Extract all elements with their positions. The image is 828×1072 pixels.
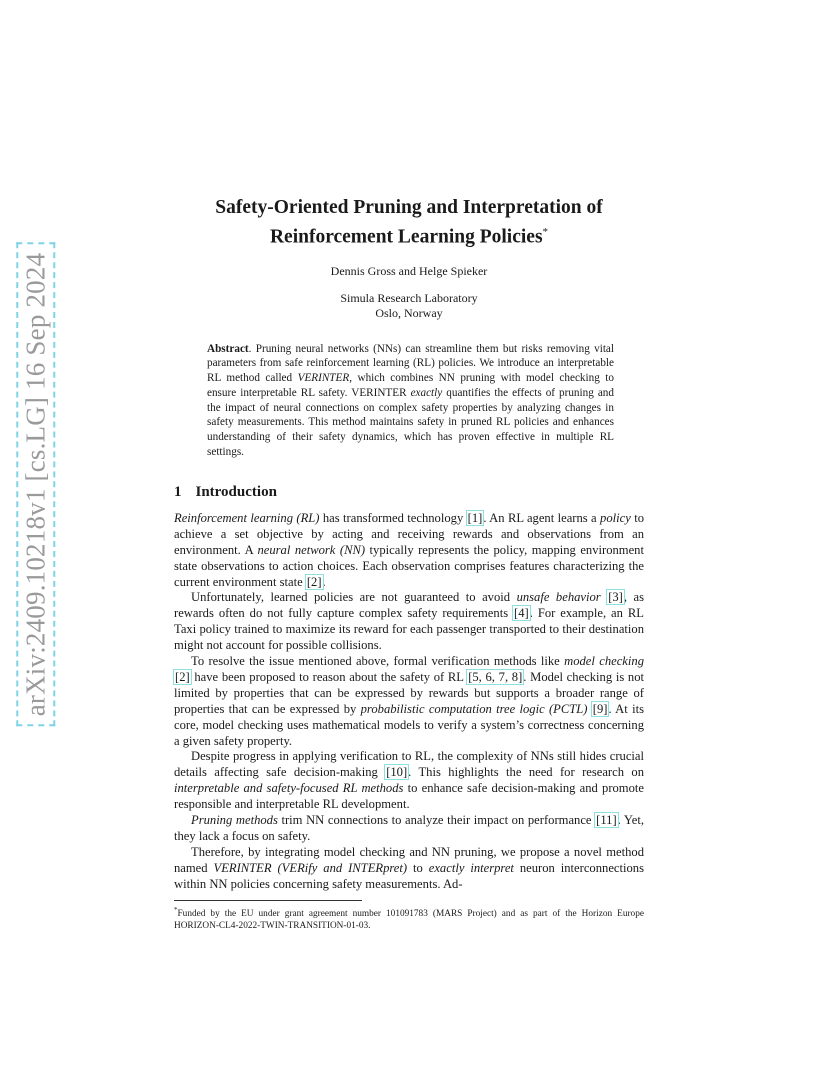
paragraph [174,813,644,845]
title-footnote-mark[interactable]: * [542,226,549,238]
emph: Pruning methods [191,813,278,828]
footnote-divider [174,900,362,901]
emph: model checking [564,654,644,669]
footnote-text: Funded by the EU under grant agreement number 101091783 (MARS Project) and as part of the Horizon Europe HORIZON-CL4-2022-TWIN-TRANSITION-01-03. [174,908,644,931]
arxiv-id[interactable]: arXiv:2409.10218v1 [cs.LG] 16 Sep 2024 [17,242,56,726]
text: typically represents the policy, mapping environment state observations to action choices. Each observation comprises features characterizing the current environment state [174,542,644,589]
location: Oslo, Norway [375,305,443,320]
text: has transformed technology [319,510,467,525]
section-heading [174,484,644,501]
citation-link[interactable]: [2] [175,669,190,684]
text: , as rewards often do not fully capture complex safety requirements [174,590,644,621]
emph: unsafe behavior [516,590,601,605]
footnote-mark: * [174,905,178,914]
text: have been proposed to reason about the safety of RL [190,669,468,684]
citation-link[interactable]: [3] [608,590,623,605]
section-title: Introduction [195,483,277,500]
emph: probabilistic computation tree logic (PCTL) [360,701,588,716]
text: . [322,574,326,589]
section-number: 1 [174,483,182,500]
title-line-1: Safety-Oriented Pruning and Interpretation of [215,197,603,218]
citation-link[interactable]: [10] [386,765,408,780]
emph: VERINTER (VERify and INTERpret) [213,860,408,875]
citation-link[interactable]: [2] [306,574,322,589]
abstract-text: , which combines NN pruning with model checking to ensure interpretable RL safety. VERINTER [207,372,614,399]
affiliation: Simula Research Laboratory [340,290,478,305]
emph: Reinforcement learning (RL) [174,510,320,525]
citation-link[interactable]: [1] [467,510,483,525]
paper-page [174,196,644,932]
text: . At its core, model checking uses mathematical models to verify a system’s correctness concerning a given safety property. [174,701,644,748]
citation-link[interactable]: [4] [514,606,529,621]
paragraph [174,845,644,893]
emph: interpretable and safety-focused RL methods [174,781,404,796]
text: . For example, an RL Taxi policy trained to maximize its reward for each passenger transported to their destination might not account for possible collisions. [174,606,644,653]
text: Unfortunately, learned policies are not guaranteed to avoid [191,590,517,605]
text: to achieve a set objective by acting and receiving rewards and observations from an environment. A [174,510,645,557]
abstract-emph: VERINTER [297,372,350,385]
text: Therefore, by integrating model checking and NN pruning, we propose a novel method named [174,844,644,875]
emph: neural network (NN) [257,542,366,557]
authors: Dennis Gross and Helge Spieker [330,263,488,278]
emph: policy [600,510,631,525]
paragraph [174,511,644,591]
affiliation-block [174,291,644,321]
abstract-text: . Pruning neural networks (NNs) can streamline them but risks removing vital parameters from safe reinforcement learning (RL) policies. We introduce an interpretable RL method called [207,342,614,385]
abstract-label: Abstract [207,342,249,355]
text: . An RL agent learns a [483,510,601,525]
text: trim NN connections to analyze their impact on performance [277,813,596,828]
citation-link[interactable]: [9] [592,701,608,716]
citation-link[interactable]: [11] [596,813,617,828]
abstract-emph: exactly [410,386,443,399]
arxiv-stamp [14,252,58,716]
paper-title [174,196,644,250]
paragraph [174,654,644,749]
section-body [174,511,644,893]
paragraph [174,590,644,654]
citation-link[interactable]: [5, 6, 7, 8] [468,669,523,684]
text: to [407,860,429,875]
footnote [174,904,644,932]
abstract [207,342,614,460]
text: . This highlights the need for research on [408,765,644,780]
text: neuron interconnections within NN policies concerning safety measurements. Ad- [174,860,644,891]
text: . Yet, they lack a focus on safety. [174,813,645,843]
title-line-2: Reinforcement Learning Policies [269,226,543,248]
abstract-text: quantifies the effects of pruning and the impact of neural connections on complex safety properties by analyzing changes in safety measurements. This method maintains safety in pruned RL policies and enhances understanding of their safety dynamics, which has proven effective in multiple RL settings. [207,386,614,459]
text: Despite progress in applying verification to RL, the complexity of NNs still hides crucial details affecting safe decision-making [174,749,644,780]
paragraph [174,749,644,813]
emph: exactly interpret [428,860,514,875]
text: . Model checking is not limited by properties that can be expressed by rewards but supports a broader range of properties that can be expressed by [174,669,645,716]
text: To resolve the issue mentioned above, formal verification methods like [191,654,565,669]
text: to enhance safe decision-making and promote responsible and interpretable RL development. [174,781,644,812]
